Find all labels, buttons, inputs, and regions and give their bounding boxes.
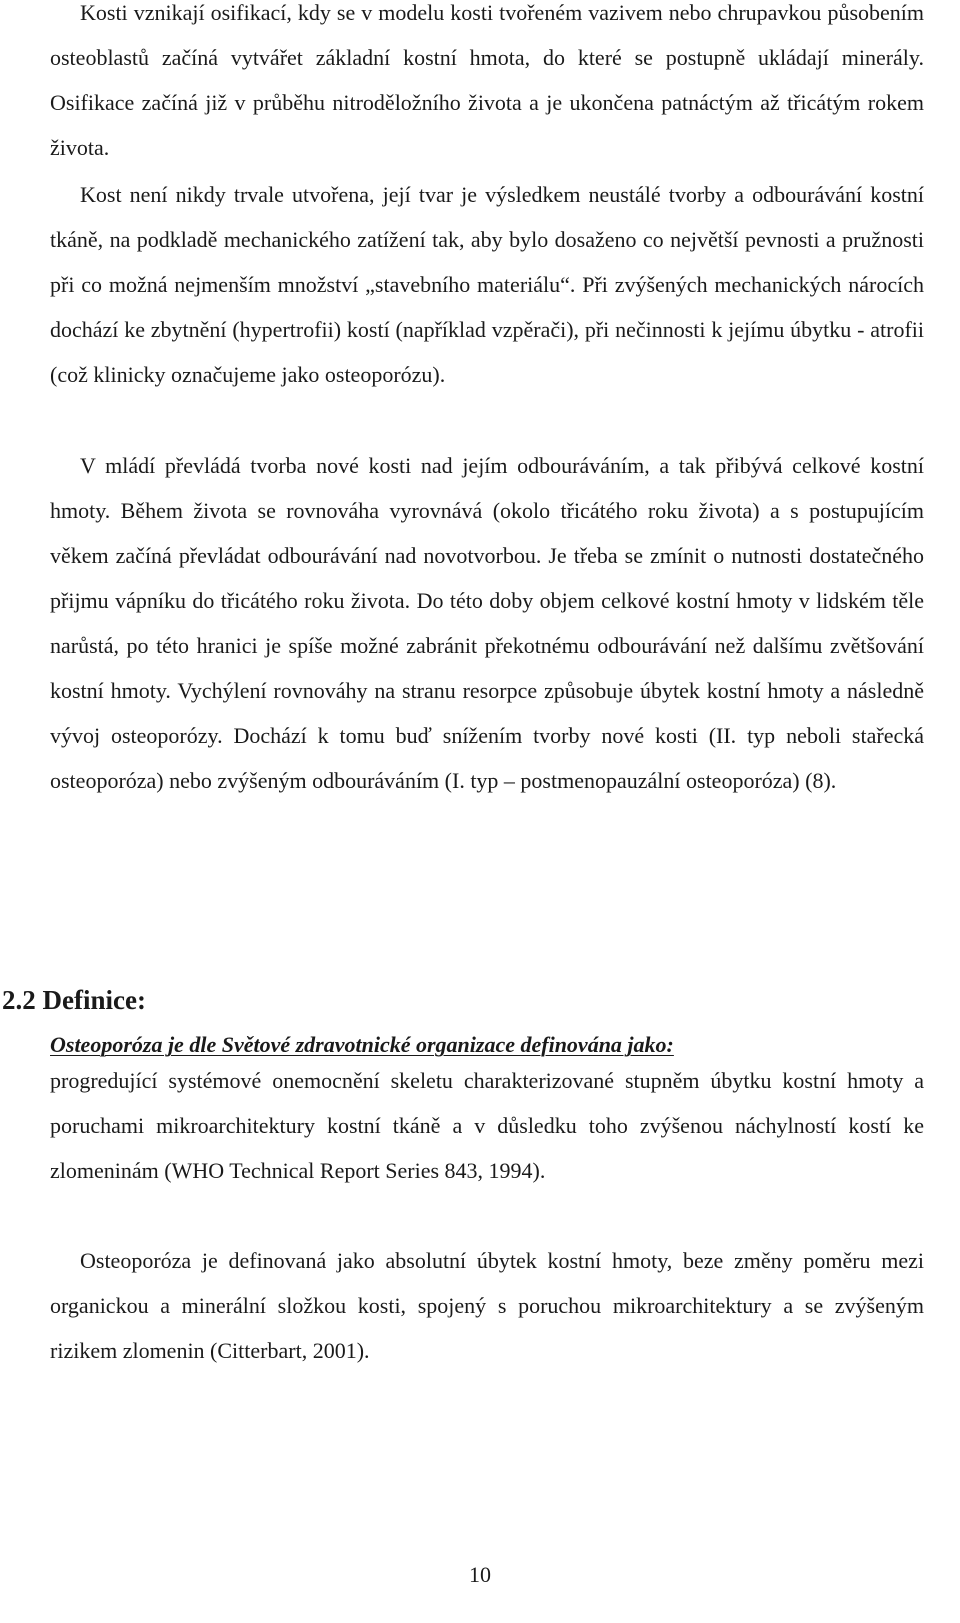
paragraph-bone-remodeling: Kost není nikdy trvale utvořena, její tvar je výsledkem neustálé tvorby a odbourávání kostní tkáně, na podkladě mechanického zatížení tak, aby bylo dosaženo co největší pevnosti a pružnosti při co možná nejmenším množství „stavebního materiálu“. Při zvýšených mechanických nárocích dochází ke zbytnění (hypertrofii) kostí (například vzpěrači), při nečinnosti k jejímu úbytku - atrofii (což klinicky označujeme jako osteoporózu). <box>50 182 924 387</box>
definition-heading: Osteoporóza je dle Světové zdravotnické organizace definována jako: <box>50 1032 674 1057</box>
definition-body: progredující systémové onemocnění skeletu charakterizované stupněm úbytku kostní hmoty a poruchami mikroarchitektury kostní tkáně a v důsledku toho zvýšenou náchylností kostí ke zlomeninám (WHO Technical Report Series 843, 1994). <box>50 1068 924 1183</box>
paragraph-bone-balance: V mládí převládá tvorba nové kosti nad jejím odbouráváním, a tak přibývá celkové kostní hmoty. Během života se rovnováha vyrovnává (okolo třicátého roku života) a s postupujícím věkem začíná převládat odbourávání nad novotvorbou. Je třeba se zmínit o nutnosti dostatečného přijmu vápníku do třicátého roku života. Do této doby objem celkové kostní hmoty v lidském těle narůstá, po této hranici je spíše možné zabránit překotnému odbourávání než dalšímu zvětšování kostní hmoty. Vychýlení rovnováhy na stranu resorpce způsobuje úbytek kostní hmoty a následně vývoj osteoporózy. Dochází k tomu buď snížením tvorby nové kosti (II. typ neboli stařecká osteoporóza) nebo zvýšeným odbouráváním (I. typ – postmenopauzální osteoporóza) (8). <box>50 453 924 793</box>
paragraph-ossification: Kosti vznikají osifikací, kdy se v modelu kosti tvořeném vazivem nebo chrupavkou působením osteoblastů začíná vytvářet základní kostní hmota, do které se postupně ukládají minerály. Osifikace začíná již v průběhu nitroděložního života a je ukončena patnáctým až třicátým rokem života. <box>50 0 924 160</box>
section-heading-definice: 2.2 Definice: <box>2 985 146 1015</box>
paragraph-osteoporosis-definition: Osteoporóza je definovaná jako absolutní úbytek kostní hmoty, beze změny poměru mezi organickou a minerální složkou kosti, spojený s poruchou mikroarchitektury a se zvýšeným rizikem zlomenin (Citterbart, 2001). <box>50 1248 924 1363</box>
page-number: 10 <box>469 1562 491 1587</box>
